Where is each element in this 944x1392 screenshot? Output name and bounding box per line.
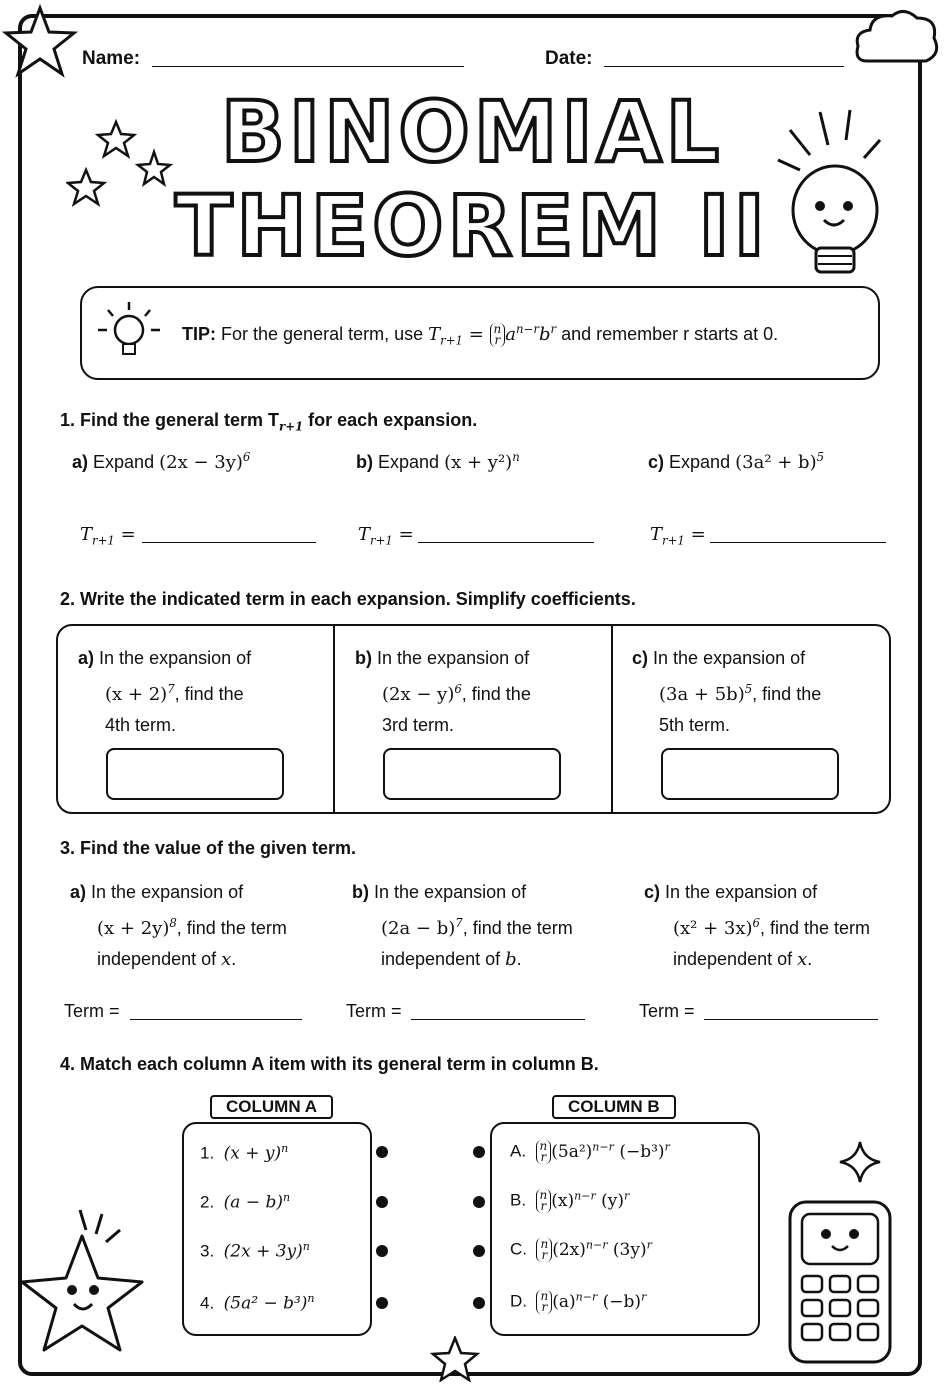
match-dot-b1[interactable] [473, 1146, 485, 1158]
q3-answer-label-a: Term = [64, 1001, 120, 1021]
q2-heading: 2. Write the indicated term in each expansion. Simplify coefficients. [60, 589, 636, 609]
title-line1: BINOMIAL [220, 83, 724, 181]
date-label: Date: [545, 48, 593, 69]
q1-item-c: c) Expand $(3a^2 + b)^5$ [648, 450, 825, 473]
col-a-item-1: 1. $(x + y)^n$ [200, 1142, 289, 1164]
name-field[interactable] [152, 66, 464, 67]
match-dot-a1[interactable] [376, 1146, 388, 1158]
q3-item-a: a) In the expansion of $(x + 2y)^8$, find the term independent of x. [70, 882, 287, 970]
match-dot-b4[interactable] [473, 1297, 485, 1309]
q2-answer-box-b[interactable] [383, 748, 561, 800]
q2-answer-box-c[interactable] [661, 748, 839, 800]
match-dot-a4[interactable] [376, 1297, 388, 1309]
sparkle-icon [838, 1140, 882, 1184]
q1-answer-c[interactable] [710, 542, 886, 543]
star-corner-icon [2, 2, 82, 82]
q2-divider-1 [333, 624, 335, 814]
star-mascot-icon [10, 1200, 160, 1360]
col-a-item-3: 3. $(2x + 3y)^n$ [200, 1240, 310, 1262]
date-field[interactable] [604, 66, 844, 67]
col-b-item-a: A. n r $(5a^2)^{n-r}$ $(-b^3)^r$ [510, 1139, 670, 1165]
col-b-item-b: B. n r $(x)^{n-r}$ $(y)^r$ [510, 1188, 630, 1214]
q1-answer-label-c: $T_{r+1}$ = [650, 524, 706, 548]
q3-answer-label-b: Term = [346, 1001, 402, 1021]
column-a-title: COLUMN A [210, 1095, 333, 1119]
q1-item-a: a) Expand $(2x - 3y)^6$ [72, 450, 251, 473]
col-a-item-4: 4. $(5a^2 - b^3)^n$ [200, 1292, 315, 1314]
tip-formula: $T_{r+1} = n$ r $a^{n-r}b^r$ [428, 322, 557, 348]
tip-text-after: and remember r starts at 0. [561, 324, 779, 344]
match-dot-b2[interactable] [473, 1196, 485, 1208]
q2-item-b: b) In the expansion of $(2x - y)^6$, find the 3rd term. [355, 648, 531, 735]
q1-answer-label-a: $T_{r+1}$ = [80, 524, 136, 548]
calculator-mascot-icon [780, 1196, 900, 1368]
tip-text-before: For the general term, use [221, 324, 424, 344]
title-line2: THEOREM II [175, 177, 769, 275]
q3-heading: 3. Find the value of the given term. [60, 838, 357, 858]
q1-heading: 1. Find the general term $T_{r+1}$ for each expansion. [60, 410, 478, 434]
q2-answer-box-a[interactable] [106, 748, 284, 800]
q3-answer-c[interactable] [704, 1019, 878, 1020]
q2-item-a: a) In the expansion of $(x + 2)^7$, find the 4th term. [78, 648, 252, 735]
q1-answer-a[interactable] [142, 542, 316, 543]
q3-answer-a[interactable] [130, 1019, 302, 1020]
q2-divider-2 [611, 624, 613, 814]
col-a-item-2: 2. $(a - b)^n$ [200, 1191, 291, 1213]
q1-item-b: b) Expand $(x + y^2)^n$ [356, 450, 520, 473]
tip-lightbulb-icon [96, 300, 162, 366]
tip-text [182, 322, 778, 348]
match-dot-a2[interactable] [376, 1196, 388, 1208]
q3-item-c: c) In the expansion of $(x^2 + 3x)^6$, find the term independent of x. [644, 882, 871, 970]
star-bottom-icon [430, 1336, 480, 1382]
column-b-title: COLUMN B [552, 1095, 676, 1119]
col-b-item-c: C. n r $(2x)^{n-r}$ $(3y)^r$ [510, 1237, 652, 1263]
q3-answer-label-c: Term = [639, 1001, 695, 1021]
q2-item-c: c) In the expansion of $(3a + 5b)^5$, find the 5th term. [632, 648, 822, 735]
q3-answer-b[interactable] [411, 1019, 585, 1020]
name-label: Name: [82, 48, 141, 69]
tip-label: TIP: [182, 324, 216, 344]
cloud-icon [852, 6, 942, 76]
q3-item-b: b) In the expansion of $(2a - b)^7$, find the term independent of b. [352, 882, 573, 970]
q1-answer-b[interactable] [418, 542, 594, 543]
col-b-item-d: D. n r $(a)^{n-r}$ $(-b)^r$ [510, 1289, 647, 1315]
q1-answer-label-b: $T_{r+1}$ = [358, 524, 414, 548]
match-dot-b3[interactable] [473, 1245, 485, 1257]
match-dot-a3[interactable] [376, 1245, 388, 1257]
q4-heading: 4. Match each column A item with its general term in column B. [60, 1054, 599, 1074]
